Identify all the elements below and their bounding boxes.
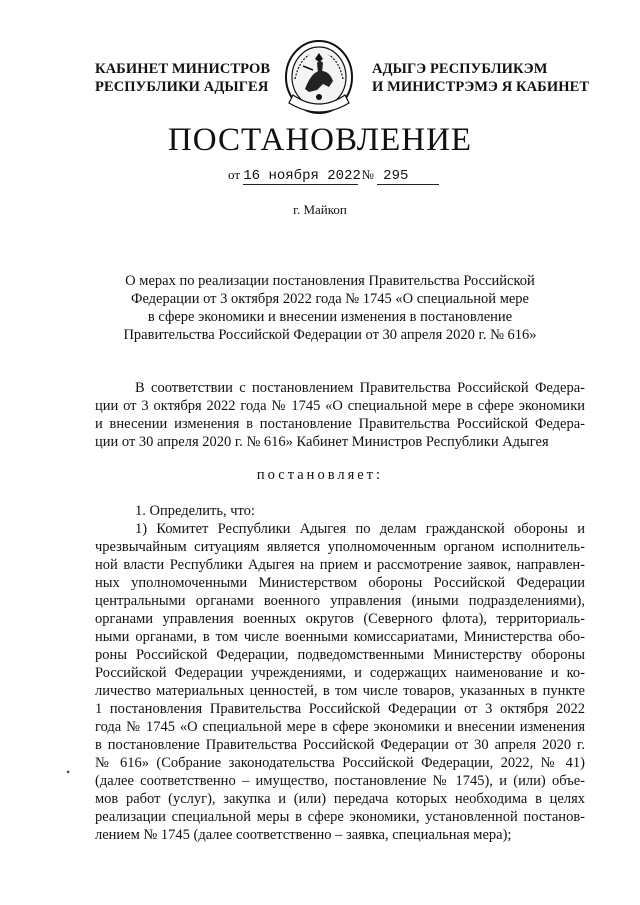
- point-line: года № 1745 «О специальной мере в сфере экономики и внесении изменения: [95, 719, 585, 735]
- point-line: 1) Комитет Республики Адыгея по делам гражданской обороны и: [135, 521, 585, 537]
- date-prefix: от: [228, 167, 241, 182]
- issuer-line: КАБИНЕТ МИНИСТРОВ: [95, 61, 271, 77]
- document-type-title: ПОСТАНОВЛЕНИЕ: [167, 122, 473, 158]
- number-prefix: №: [361, 167, 374, 182]
- margin-mark: •: [66, 765, 71, 779]
- point-line: 1 постановления Правительства Российской Федерации от 3 октября 2022: [95, 701, 585, 717]
- coat-of-arms-icon: [283, 39, 355, 119]
- document-subject: [110, 272, 550, 344]
- point-line: в постановление Правительства Российской Федерации от 30 апреля 2020 г.: [95, 737, 585, 753]
- preamble-line: и внесении изменения в постановление Правительства Российской Федера-: [95, 416, 585, 432]
- subject-line: в сфере экономики и внесении изменения в постановление: [147, 309, 513, 325]
- date-value: 16 ноября 2022: [243, 168, 361, 184]
- issuer-name-russian: [95, 60, 270, 96]
- issuer-name-adyghe: [372, 60, 589, 96]
- date-field: [243, 167, 361, 185]
- date-number-line: [228, 167, 448, 185]
- resolves-heading: постановляет:: [256, 467, 384, 483]
- subject-line: Федерации от 3 октября 2022 года № 1745 «О специальной мере: [130, 291, 529, 307]
- point-line: личество материальных ценностей, в том числе товаров, указанных в пункте: [95, 683, 585, 699]
- preamble-line: ции от 30 апреля 2020 г. № 616» Кабинет Министров Республики Адыгея: [95, 434, 549, 450]
- point-heading: 1. Определить, что:: [135, 503, 255, 519]
- number-value: 295: [383, 168, 409, 184]
- point-line: (далее соответственно – имущество, постановление № 1745), и (или) объе-: [95, 773, 585, 789]
- point-line: реализации специальной меры в сфере экономики, установленной постанов-: [95, 809, 585, 825]
- number-field: [377, 167, 439, 185]
- point-line: ной власти Республики Адыгея на прием и рассмотрение заявок, направлен-: [95, 557, 585, 573]
- issuer-line: РЕСПУБЛИКИ АДЫГЕЯ: [95, 79, 269, 95]
- point-line: ных уполномоченными Министерством обороны Российской Федерации: [95, 575, 585, 591]
- point-1: [95, 502, 585, 844]
- subject-line: Правительства Российской Федерации от 30 апреля 2020 г. № 616»: [123, 327, 537, 343]
- subject-line: О мерах по реализации постановления Правительства Российской: [125, 273, 535, 289]
- preamble-line: ции от 3 октября 2022 года № 1745 «О специальной мере в сфере экономики: [95, 398, 585, 414]
- point-line: лением № 1745 (далее соответственно – заявка, специальная мера);: [95, 827, 512, 843]
- city: г. Майкоп: [293, 202, 347, 217]
- point-line: органами управления военных округов (Северного флота), территориаль-: [95, 611, 585, 627]
- point-line: № 616» (Собрание законодательства Российской Федерации, 2022, № 41): [95, 755, 585, 771]
- issuer-line: И МИНИСТРЭМЭ Я КАБИНЕТ: [372, 79, 590, 95]
- issuer-line: АДЫГЭ РЕСПУБЛИКЭМ: [372, 61, 548, 77]
- preamble-line: В соответствии с постановлением Правительства Российской Федера-: [135, 380, 585, 396]
- point-line: мов работ (услуг), закупка и (или) передача которых необходима в целях: [95, 791, 585, 807]
- preamble-paragraph: [95, 379, 585, 451]
- point-line: роны Российской Федерации, подведомственными Министерству обороны: [95, 647, 585, 663]
- point-line: чрезвычайным ситуациям является уполномоченным органом исполнитель-: [95, 539, 585, 555]
- point-line: Российской Федерации учреждениями, и содержащих наименование и ко-: [95, 665, 585, 681]
- point-line: ными органами, в том числе военными комиссариатами, Министерства обо-: [95, 629, 585, 645]
- point-line: центральными органами военного управления (иными подразделениями),: [95, 593, 585, 609]
